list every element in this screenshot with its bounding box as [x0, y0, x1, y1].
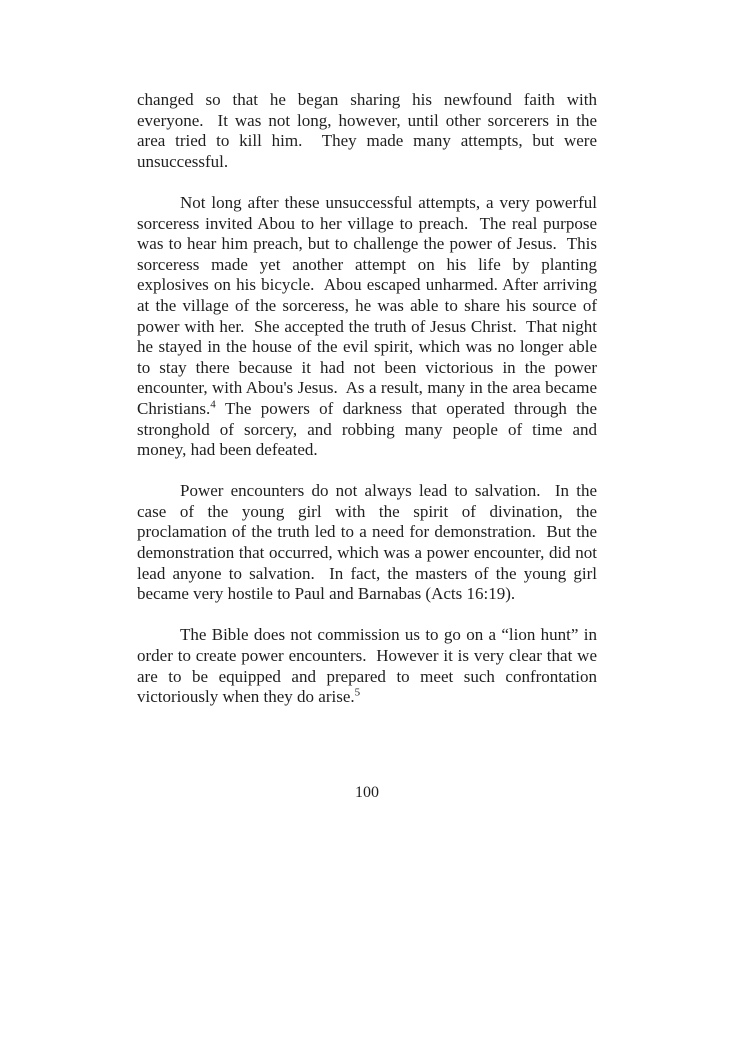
- paragraph: Power encounters do not always lead to salvation. In the case of the young girl with the spirit of divination, the proclamation of the truth led to a need for demonstration. But the demonstration that occurred, which was a power encounter, did not lead anyone to salvation. In fact, the masters of the young girl became very hostile to Paul and Barnabas (Acts 16:19).: [137, 481, 597, 604]
- page-text: [137, 90, 597, 708]
- paragraph: changed so that he began sharing his newfound faith with everyone. It was not long, however, until other sorcerers in the area tried to kill him. They made many attempts, but were unsuccessful.: [137, 90, 597, 171]
- footnote-marker: 5: [354, 686, 361, 699]
- footnote-marker: 4: [210, 398, 216, 411]
- paragraph: Not long after these unsuccessful attempts, a very powerful sorceress invited Abou to her village to preach. The real purpose was to hear him preach, but to challenge the power of Jesus. This sorceress made yet another attempt on his life by planting explosives on his bicycle. Abou escaped unharmed. After arriving at the village of the sorceress, he was able to share his source of power with her. She accepted the truth of Jesus Christ. That night he stayed in the house of the evil spirit, which was no longer able to stay there because it had not been victorious in the power encounter, with Abou's Jesus. As a result, many in the area became Christians.$^4$ The powers of darkness that operated through the stronghold of sorcery, and robbing many people of time and money, had been defeated.: [137, 192, 597, 460]
- paragraph: The Bible does not commission us to go on a “lion hunt” in order to create power encounters. However it is very clear that we are to be equipped and prepared to meet such confrontation victoriously when they do arise.$^5$: [137, 625, 597, 707]
- page-number: 100: [355, 784, 379, 801]
